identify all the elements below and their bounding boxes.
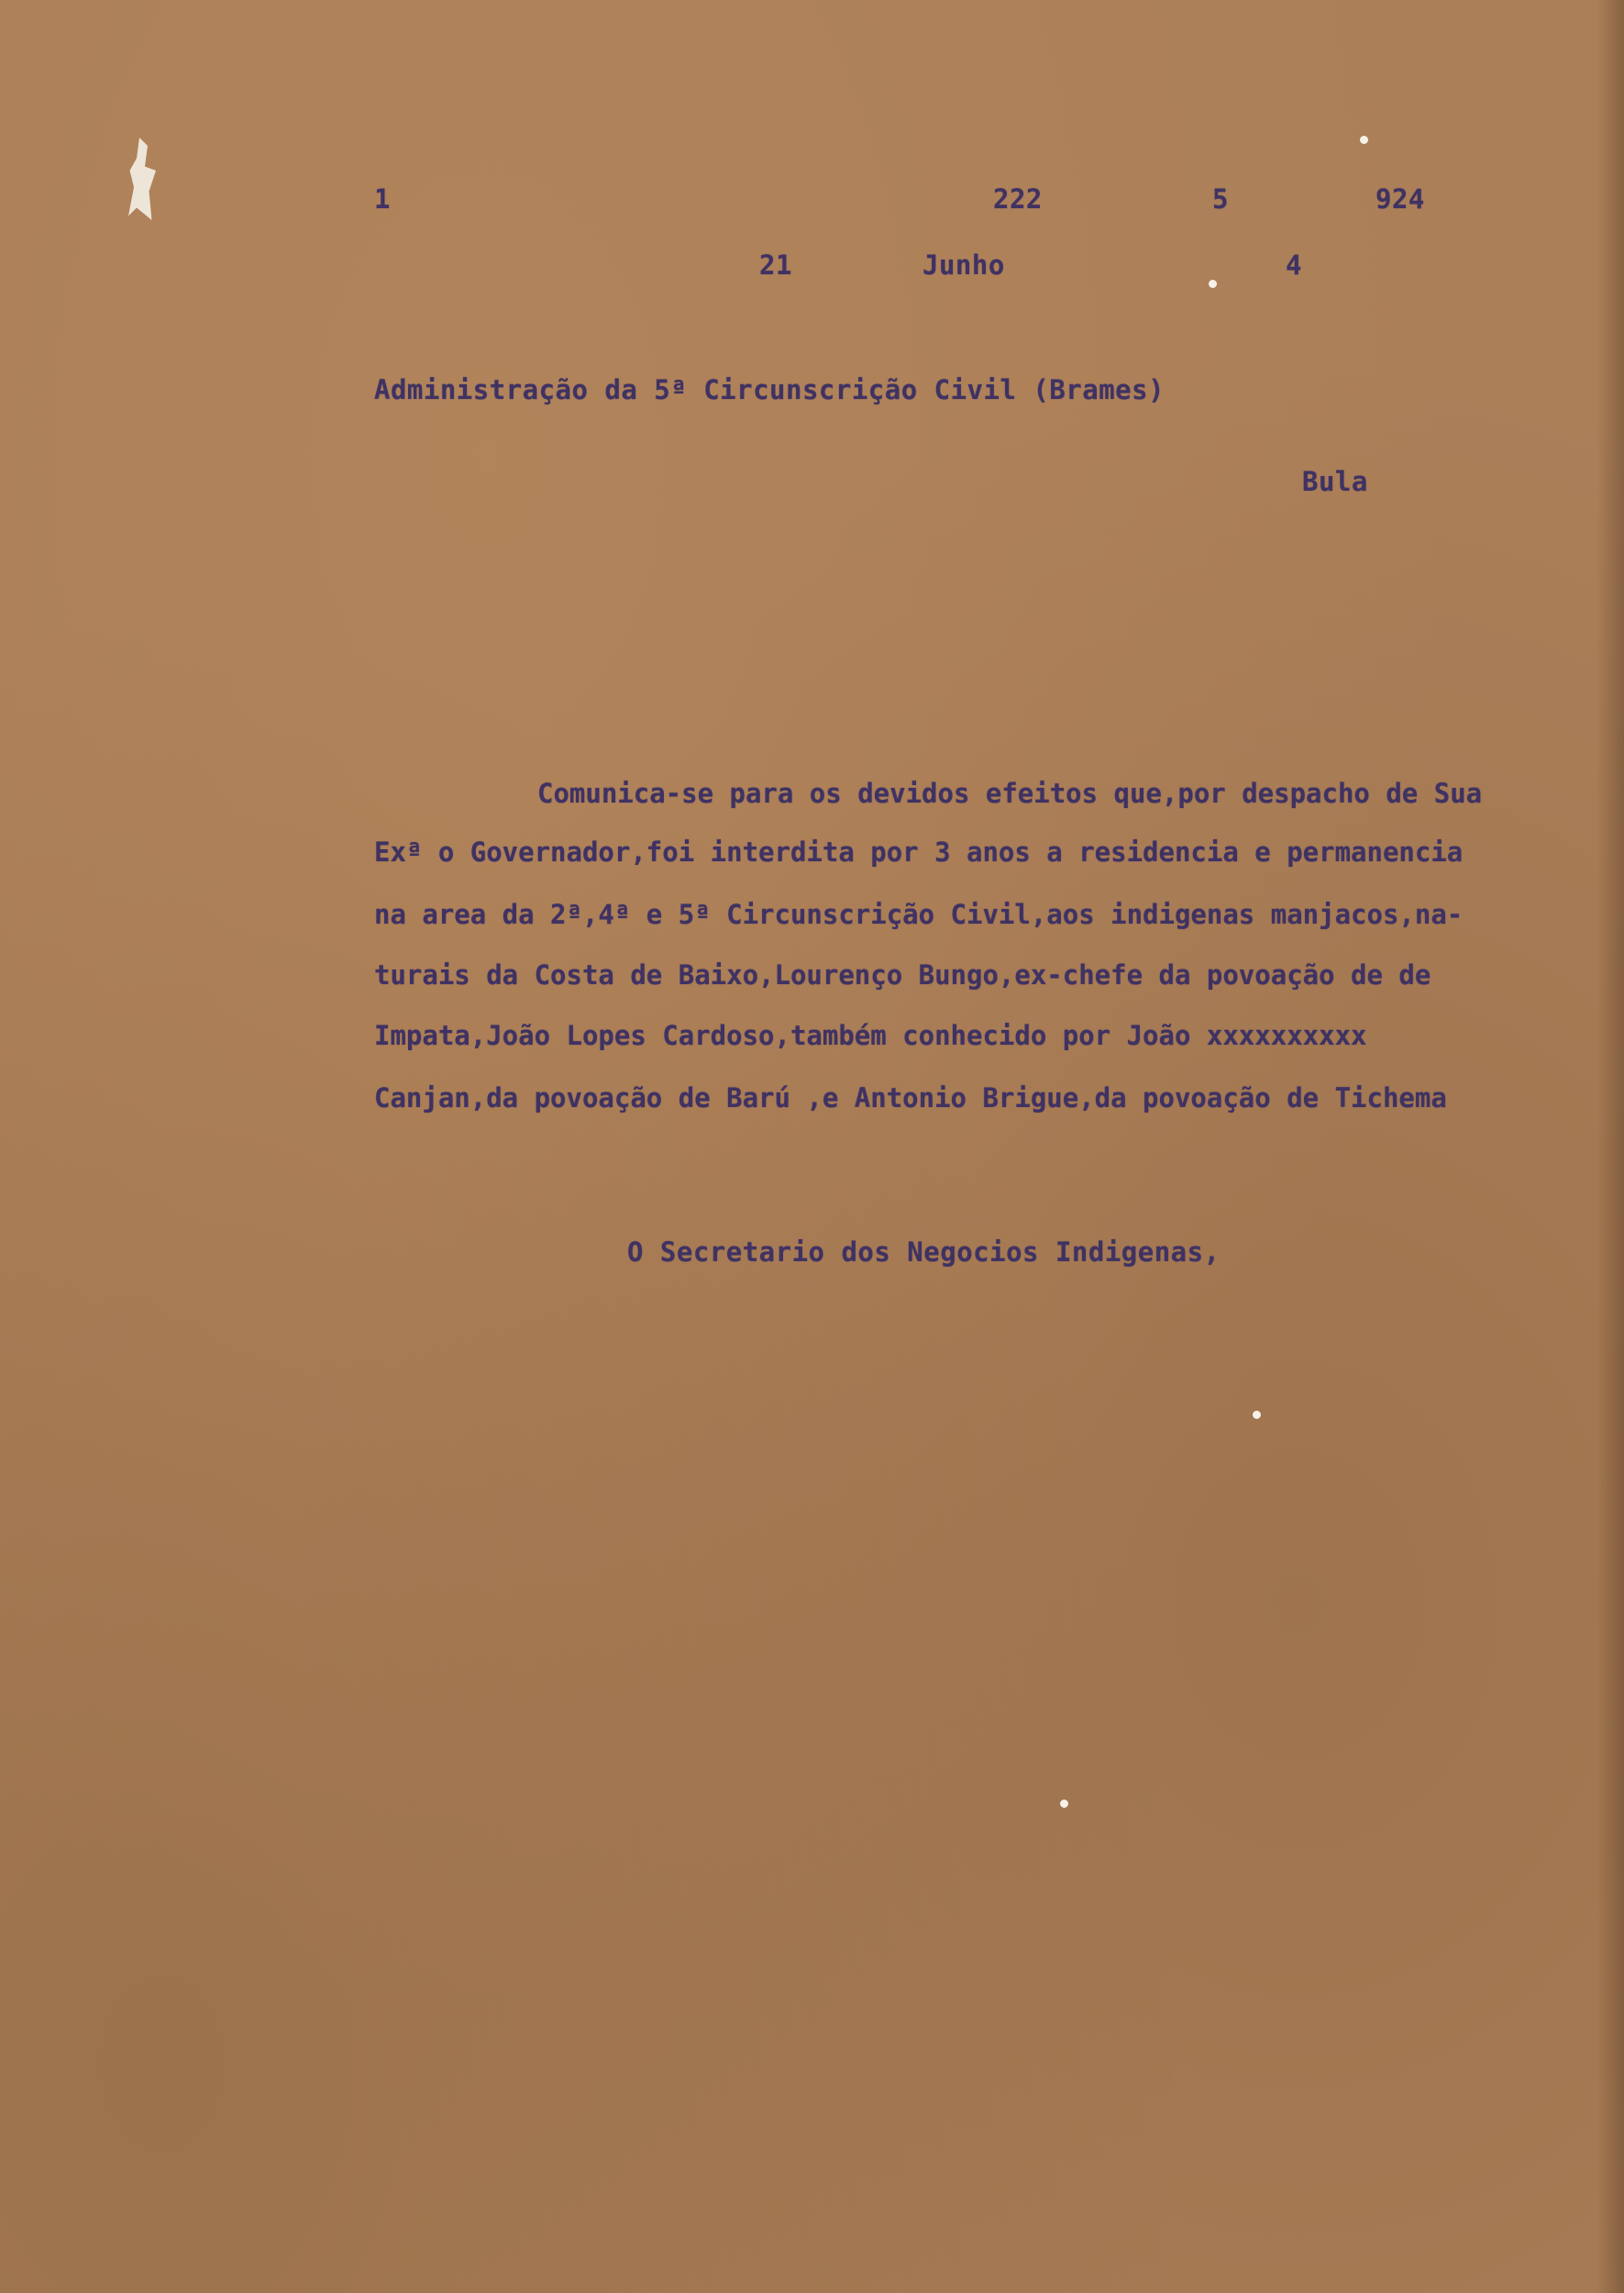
body-line: Exª o Governador,foi interdita por 3 anos a residencia e permanencia — [374, 836, 1464, 868]
addressee-office: Administração da 5ª Circunscrição Civil (Brames) — [374, 374, 1166, 405]
body-line: Impata,João Lopes Cardoso,também conhecido por João xxxxxxxxxx — [374, 1020, 1367, 1051]
pinhole-mark — [1360, 136, 1368, 144]
torn-paper-mark — [128, 138, 156, 220]
body-line: Comunica-se para os devidos efeitos que,por despacho de Sua — [537, 778, 1483, 809]
signature-line: O Secretario dos Negocios Indigenas, — [627, 1236, 1221, 1268]
pinhole-mark — [1253, 1411, 1261, 1419]
reference-number-1: 1 — [374, 183, 391, 215]
reference-year: 924 — [1375, 183, 1425, 215]
body-line: na area da 2ª,4ª e 5ª Circunscrição Civil,aos indigenas manjacos,na- — [374, 899, 1464, 930]
reference-number-5: 5 — [1212, 183, 1229, 215]
reference-number-4: 4 — [1286, 249, 1302, 281]
date-month: Junho — [922, 249, 1005, 281]
reference-number-222: 222 — [993, 183, 1043, 215]
addressee-place: Bula — [1302, 466, 1368, 497]
date-day: 21 — [759, 249, 792, 281]
pinhole-mark — [1060, 1800, 1068, 1808]
body-line: turais da Costa de Baixo,Lourenço Bungo,ex-chefe da povoação de de — [374, 959, 1431, 991]
pinhole-mark — [1209, 280, 1217, 288]
body-line: Canjan,da povoação de Barú ,e Antonio Brigue,da povoação de Tichema — [374, 1082, 1447, 1113]
